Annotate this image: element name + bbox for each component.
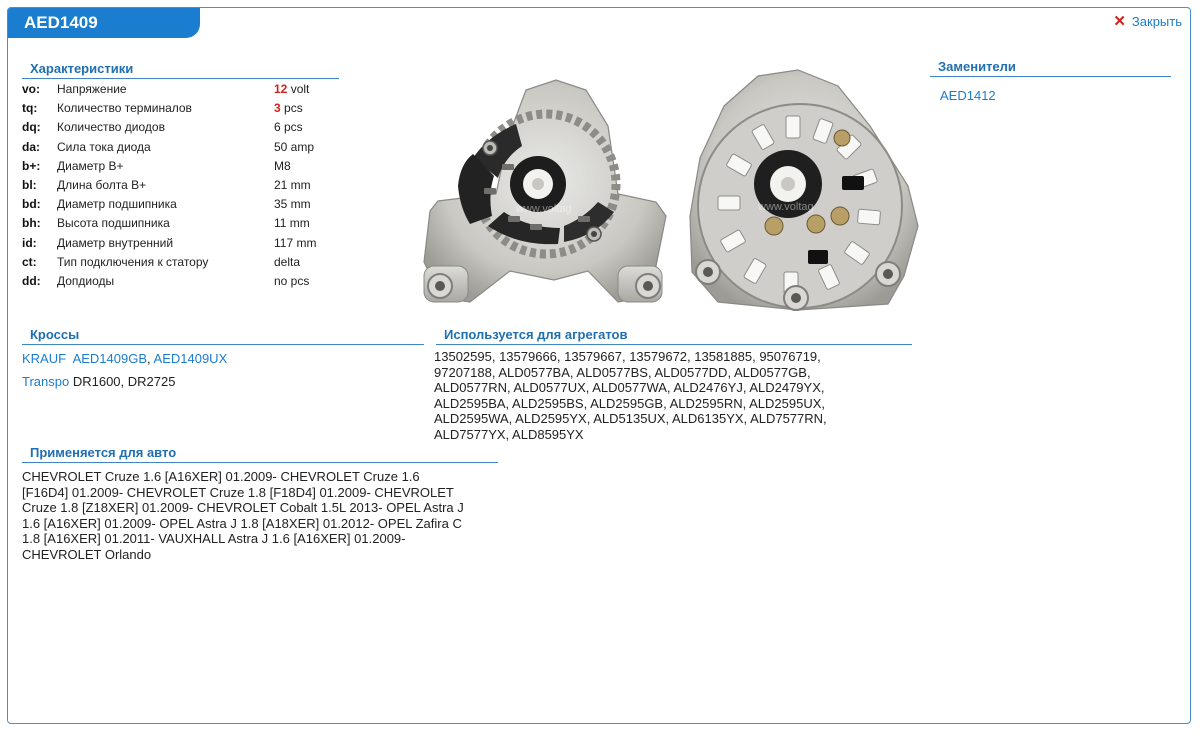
spec-code: ct: <box>22 254 37 269</box>
spec-code: id: <box>22 235 37 250</box>
spec-value-number: 12 <box>274 82 288 97</box>
watermark-right: www.voltag <box>758 201 814 213</box>
spec-code: bh: <box>22 216 41 231</box>
spec-label: Диаметр внутренний <box>57 235 174 250</box>
cross-link[interactable]: AED1409UX <box>153 351 228 366</box>
crosses-heading: Кроссы <box>22 327 424 345</box>
close-label: Закрыть <box>1131 14 1182 29</box>
close-icon: ✕ <box>1113 13 1126 30</box>
spec-value-unit: 6 pcs <box>274 120 303 135</box>
spec-row <box>22 234 316 253</box>
application-line: Cruze 1.8 [Z18XER] 01.2009- CHEVROLET Cobalt 1.5L 2013- OPEL Astra J <box>22 500 464 516</box>
spec-value <box>274 234 316 253</box>
spec-value <box>274 272 316 291</box>
application-line: CHEVROLET Orlando <box>22 546 152 562</box>
spec-row <box>22 99 316 118</box>
close-button[interactable] <box>1113 14 1182 29</box>
spec-value <box>274 157 316 176</box>
spec-label: Тип подключения к статору <box>57 254 209 269</box>
spec-code: vo: <box>22 82 40 97</box>
spec-value <box>274 253 316 272</box>
spec-value <box>274 214 316 233</box>
specs-table <box>22 80 316 291</box>
usage-line: ALD0577RN, ALD0577UX, ALD0577WA, ALD2476YJ, ALD2479YX, <box>434 380 825 396</box>
spec-code: da: <box>22 139 40 154</box>
product-images <box>418 66 924 316</box>
spec-row <box>22 118 316 137</box>
cross-line-krauf: KRAUF AED1409GB, AED1409UX <box>22 351 228 366</box>
usage-line: ALD2595BA, ALD2595BS, ALD2595GB, ALD2595RN, ALD2595UX, <box>434 395 825 411</box>
usage-text <box>434 349 827 443</box>
spec-code: dd: <box>22 273 41 288</box>
spec-row <box>22 195 316 214</box>
spec-value <box>274 99 316 118</box>
spec-row <box>22 253 316 272</box>
spec-label: Напряжение <box>57 82 127 97</box>
spec-row <box>22 138 316 157</box>
usage-line: 97207188, ALD0577BA, ALD0577BS, ALD0577DD, ALD0577GB, <box>434 364 811 380</box>
application-line: [F16D4] 01.2009- CHEVROLET Cruze 1.8 [F18D4] 01.2009- CHEVROLET <box>22 484 454 500</box>
applications-heading: Применяется для авто <box>22 445 498 463</box>
spec-code: tq: <box>22 101 38 116</box>
spec-row <box>22 214 316 233</box>
spec-code: b+: <box>22 158 41 173</box>
transpo-codes: DR1600, DR2725 <box>72 374 176 389</box>
usage-line: ALD7577YX, ALD8595YX <box>434 426 584 442</box>
usage-heading: Используется для агрегатов <box>436 327 912 345</box>
spec-label: Диаметр подшипника <box>57 197 177 212</box>
replacements-heading: Заменители <box>930 59 1171 77</box>
spec-label: Диаметр B+ <box>57 158 124 173</box>
spec-row <box>22 272 316 291</box>
spec-code: dq: <box>22 120 41 135</box>
right-housing <box>690 70 918 310</box>
spec-value-number: 3 <box>274 101 281 116</box>
spec-value-unit: delta <box>274 254 301 269</box>
replacement-list <box>940 88 996 103</box>
spec-value-unit: M8 <box>274 158 291 173</box>
part-number-title: AED1409 <box>8 8 200 38</box>
spec-value-unit: 117 mm <box>274 235 317 250</box>
brand-krauf-link[interactable]: KRAUF <box>22 351 67 366</box>
spec-value-unit: 11 mm <box>274 216 310 231</box>
cross-line-transpo <box>22 374 175 389</box>
watermark-left: www.voltag <box>516 203 572 215</box>
spec-value <box>274 195 316 214</box>
spec-label: Допдиоды <box>57 273 115 288</box>
spec-value <box>274 118 316 137</box>
spec-label: Количество диодов <box>57 120 165 135</box>
spec-row <box>22 157 316 176</box>
usage-line: 13502595, 13579666, 13579667, 13579672, 13581885, 95076719, <box>434 349 821 364</box>
spec-value-unit: volt <box>287 82 310 97</box>
spec-row <box>22 80 316 99</box>
application-line: 1.8 [A16XER] 01.2011- VAUXHALL Astra J 1.6 [A16XER] 01.2009- <box>22 531 406 547</box>
spec-value <box>274 138 316 157</box>
spec-value-unit: 50 amp <box>274 139 315 154</box>
alternator-photo <box>418 66 924 316</box>
spec-code: bl: <box>22 178 37 193</box>
spec-label: Высота подшипника <box>57 216 170 231</box>
spec-value <box>274 80 316 99</box>
application-line: CHEVROLET Cruze 1.6 [A16XER] 01.2009- CHEVROLET Cruze 1.6 <box>22 469 420 484</box>
spec-label: Количество терминалов <box>57 101 192 116</box>
spec-value-unit: 21 mm <box>274 178 311 193</box>
spec-value-unit: 35 mm <box>274 197 311 212</box>
spec-code: bd: <box>22 197 41 212</box>
applications-text <box>22 469 464 563</box>
usage-line: ALD2595WA, ALD2595YX, ALD5135UX, ALD6135YX, ALD7577RN, <box>434 411 827 427</box>
spec-value-unit: pcs <box>280 101 303 116</box>
spec-value <box>274 176 316 195</box>
brand-transpo-link[interactable]: Transpo <box>22 374 70 389</box>
application-line: 1.6 [A16XER] 01.2009- OPEL Astra J 1.8 [A18XER] 01.2012- OPEL Zafira C <box>22 515 462 531</box>
spec-row <box>22 176 316 195</box>
left-housing <box>424 80 666 302</box>
spec-value-unit: no pcs <box>274 273 310 288</box>
cross-link[interactable]: AED1409GB <box>72 351 148 366</box>
replacement-link[interactable]: AED1412 <box>940 88 996 103</box>
specs-heading: Характеристики <box>22 61 339 79</box>
spec-label: Длина болта B+ <box>57 178 147 193</box>
spec-label: Сила тока диода <box>57 139 151 154</box>
